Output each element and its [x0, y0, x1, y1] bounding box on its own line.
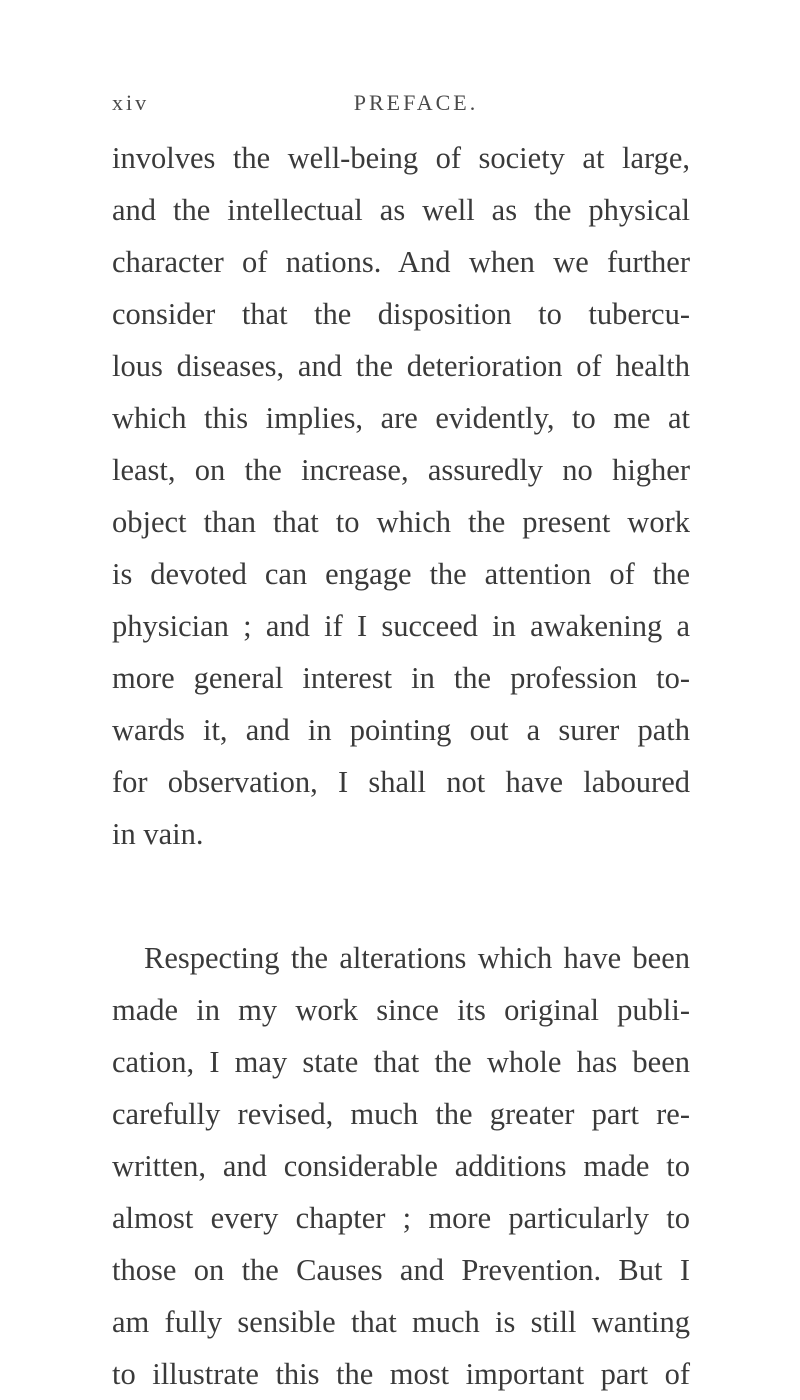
text-line: physician ; and if I succeed in awakening a [112, 609, 690, 643]
page-number: xiv [112, 90, 150, 115]
text-line: is devoted can engage the attention of the [112, 557, 690, 591]
text-line: carefully revised, much the greater part re- [112, 1097, 690, 1131]
text-line: lous diseases, and the deterioration of health [112, 349, 690, 383]
text-line: which this implies, are evidently, to me at [112, 401, 690, 435]
text-line: wards it, and in pointing out a surer path [112, 713, 690, 747]
text-line: least, on the increase, assuredly no higher [112, 453, 690, 487]
paragraph-1 [112, 132, 690, 860]
text-line: more general interest in the profession to- [112, 661, 690, 695]
text-line: object than that to which the present work [112, 505, 690, 539]
text-line: am fully sensible that much is still wanting [112, 1305, 690, 1339]
text-line: made in my work since its original publi- [112, 993, 690, 1027]
body-text [112, 132, 690, 1400]
text-line: almost every chapter ; more particularly to [112, 1201, 690, 1235]
running-head [112, 90, 690, 120]
paragraph-2 [112, 932, 690, 1400]
text-line: those on the Causes and Prevention. But I [112, 1253, 690, 1287]
text-line: involves the well-being of society at large, [112, 141, 690, 175]
paragraph-gap [112, 860, 690, 932]
text-line: in vain. [112, 817, 204, 851]
section-title: PREFACE. [353, 90, 479, 115]
text-line: for observation, I shall not have laboured [112, 765, 690, 799]
text-line: Respecting the alterations which have been [144, 941, 690, 975]
text-line: cation, I may state that the whole has been [112, 1045, 690, 1079]
text-line: written, and considerable additions made to [112, 1149, 690, 1183]
text-line: and the intellectual as well as the physical [112, 193, 690, 227]
text-line: character of nations. And when we further [112, 245, 690, 279]
text-line: consider that the disposition to tubercu- [112, 297, 690, 331]
text-line: to illustrate this the most important part of [112, 1357, 690, 1391]
